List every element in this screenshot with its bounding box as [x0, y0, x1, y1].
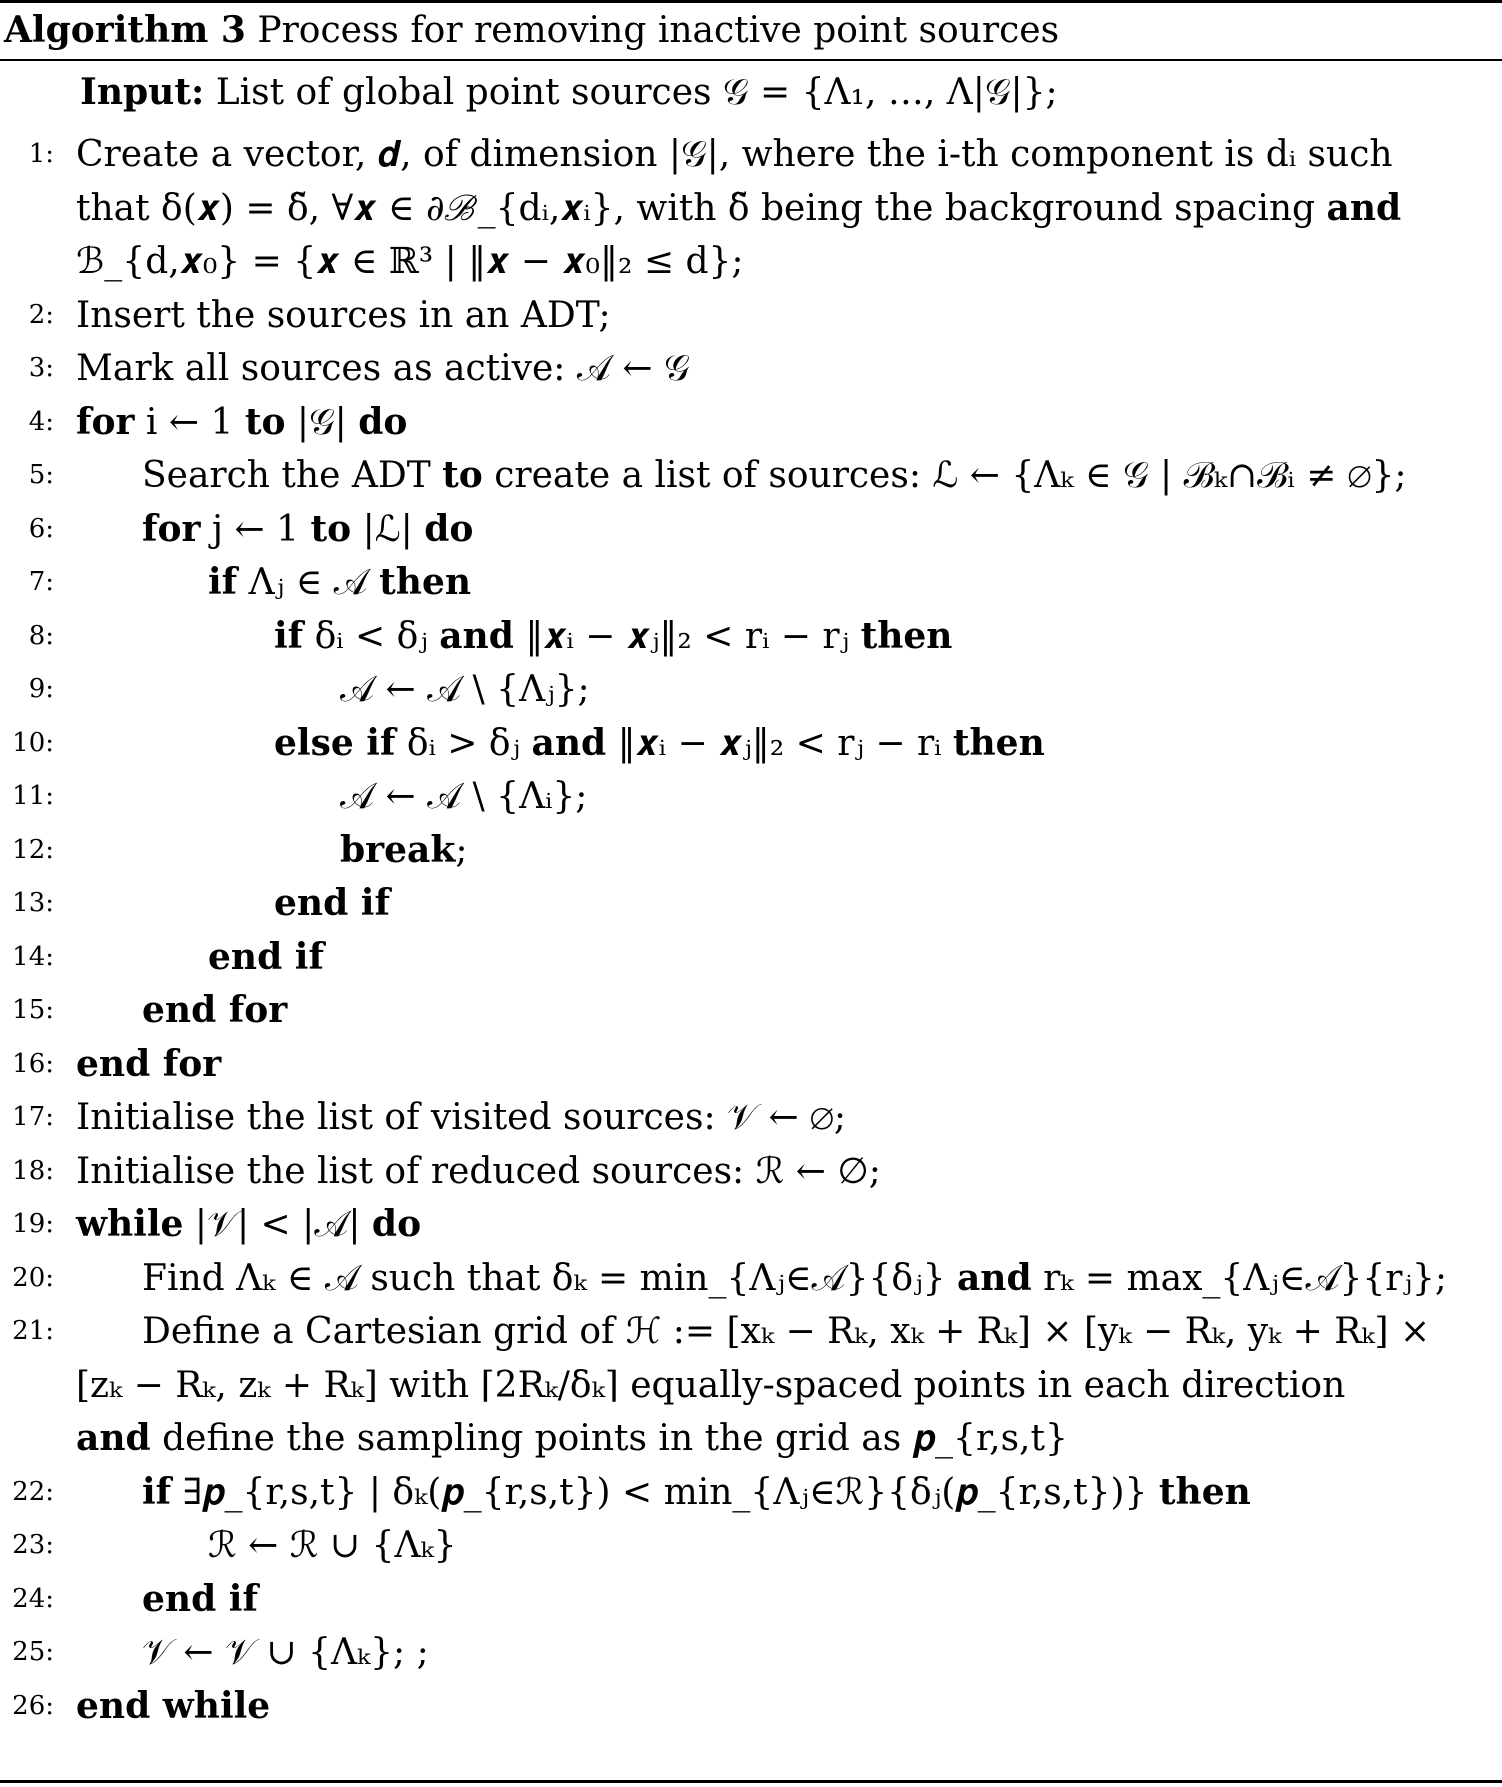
line-text: for i ← 1 to |𝒢| do — [76, 400, 408, 443]
line-text: 𝒜 ← 𝒜 \ {Λⱼ}; — [340, 669, 590, 710]
line-number: 22: — [12, 1476, 54, 1507]
line-text: if ∃𝒑_{r,s,t} | δₖ(𝒑_{r,s,t}) < min_{Λⱼ∈ℛ}{δⱼ(𝒑_{r,s,t})} then — [142, 1470, 1251, 1513]
line-number: 13: — [12, 888, 54, 918]
line-number: 19: — [12, 1209, 54, 1239]
line-text: 𝒱 ← 𝒱 ∪ {Λₖ}; ; — [142, 1632, 429, 1673]
line-number: 23: — [12, 1530, 54, 1560]
algorithm-caption — [4, 6, 1059, 55]
line-text: end if — [274, 882, 390, 924]
bottom-rule — [0, 1780, 1502, 1783]
line-text: Create a vector, 𝒅, of dimension |𝒢|, where the i-th component is dᵢ such — [76, 134, 1393, 175]
line-text: Find Λₖ ∈ 𝒜 such that δₖ = min_{Λⱼ∈𝒜}{δⱼ} and rₖ = max_{Λⱼ∈𝒜}{rⱼ}; — [142, 1256, 1448, 1299]
line-text: if Λⱼ ∈ 𝒜 then — [208, 561, 472, 603]
line-text: end if — [142, 1577, 258, 1620]
line-number: 7: — [28, 567, 54, 597]
line-number: 4: — [28, 406, 54, 437]
line-text: Search the ADT to create a list of sources: ℒ ← {Λₖ ∈ 𝒢 | ℬₖ∩ℬᵢ ≠ ∅}; — [142, 454, 1407, 496]
line-text: Mark all sources as active: 𝒜 ← 𝒢 — [76, 348, 690, 389]
line-text: end for — [76, 1042, 222, 1085]
line-text: Initialise the list of visited sources: 𝒱 ← ∅; — [76, 1097, 847, 1138]
line-text: 𝒜 ← 𝒜 \ {Λᵢ}; — [340, 776, 588, 817]
line-number: 12: — [12, 834, 54, 865]
line-number: 9: — [28, 674, 54, 704]
line-text: and define the sampling points in the grid as 𝒑_{r,s,t} — [76, 1417, 1068, 1459]
line-number: 15: — [12, 995, 54, 1025]
line-text: end while — [76, 1684, 271, 1727]
line-text: Initialise the list of reduced sources: ℛ ← ∅; — [76, 1150, 881, 1192]
line-number: 6: — [28, 513, 54, 544]
line-text: break; — [340, 828, 468, 871]
line-number: 1: — [28, 139, 54, 169]
line-number: 5: — [28, 460, 54, 490]
line-number: 24: — [12, 1583, 54, 1614]
line-number: 8: — [28, 620, 54, 651]
line-number: 10: — [12, 727, 54, 758]
line-number: 14: — [12, 941, 54, 972]
line-number: 20: — [12, 1262, 54, 1293]
line-number: 21: — [12, 1316, 54, 1346]
line-text: end for — [142, 989, 288, 1031]
line-text: ℛ ← ℛ ∪ {Λₖ} — [208, 1525, 457, 1566]
line-number: 17: — [12, 1102, 54, 1132]
line-text: for j ← 1 to |ℒ| do — [142, 507, 474, 550]
line-number: 18: — [12, 1155, 54, 1186]
line-text: else if δᵢ > δⱼ and ‖𝒙ᵢ − 𝒙ⱼ‖₂ < rⱼ − rᵢ then — [274, 721, 1045, 764]
line-number: 2: — [28, 299, 54, 330]
caption-title: Process for removing inactive point sources — [257, 10, 1060, 51]
caption-label: Algorithm 3 — [4, 9, 246, 51]
caption-rule — [0, 59, 1502, 61]
line-text: if δᵢ < δⱼ and ‖𝒙ᵢ − 𝒙ⱼ‖₂ < rᵢ − rⱼ then — [274, 614, 953, 657]
input-text: List of global point sources 𝒢 = {Λ₁, …, Λ|𝒢|}; — [215, 72, 1058, 113]
line-text: that δ(𝒙) = δ̃, ∀𝒙 ∈ ∂ℬ_{dᵢ,𝒙ᵢ}, with δ̃ being the background spacing and — [76, 186, 1402, 229]
line-number: 25: — [12, 1637, 54, 1667]
line-text: end if — [208, 935, 324, 978]
line-number: 16: — [12, 1048, 54, 1079]
top-rule — [0, 0, 1502, 3]
line-text: Define a Cartesian grid of ℋ := [xₖ − Rₖ, xₖ + Rₖ] × [yₖ − Rₖ, yₖ + Rₖ] × — [142, 1311, 1431, 1352]
line-text: while |𝒱| < |𝒜| do — [76, 1203, 422, 1245]
line-text: [zₖ − Rₖ, zₖ + Rₖ] with ⌈2Rₖ/δₖ⌉ equally-spaced points in each direction — [76, 1364, 1346, 1406]
line-text: Insert the sources in an ADT; — [76, 294, 611, 336]
line-text: ℬ_{d,𝒙₀} = {𝒙 ∈ ℝ³ | ‖𝒙 − 𝒙₀‖₂ ≤ d}; — [76, 241, 744, 282]
line-number: 3: — [28, 353, 54, 383]
line-number: 11: — [12, 781, 54, 811]
input-label: Input: — [80, 71, 205, 113]
line-number: 26: — [12, 1690, 54, 1721]
